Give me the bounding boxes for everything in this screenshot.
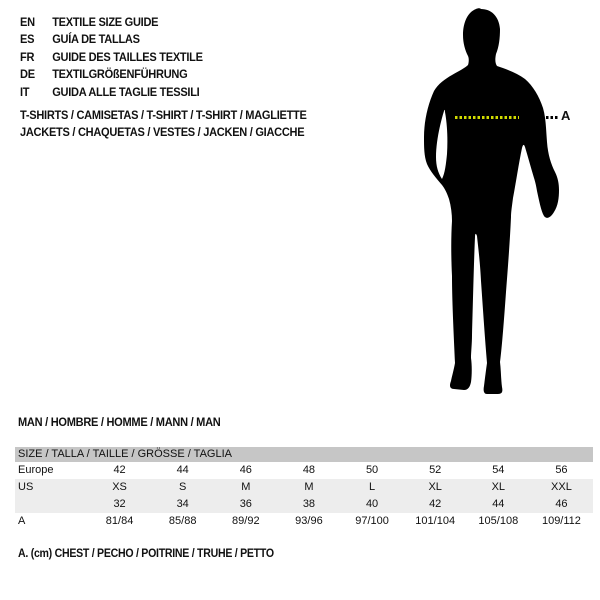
- size-value-cell: 109/112: [541, 515, 581, 527]
- size-value-cell: 44: [492, 498, 505, 510]
- size-value-cell: M: [304, 481, 314, 493]
- table-row-us: [15, 479, 593, 496]
- size-value-cell: 101/104: [415, 515, 456, 527]
- language-row-de: [20, 66, 219, 84]
- language-code: FR: [20, 49, 35, 64]
- measure-callout-dashes: [546, 116, 558, 119]
- row-label: US: [18, 481, 34, 493]
- size-value-cell: XXL: [551, 481, 572, 493]
- size-value-cell: 52: [429, 464, 442, 476]
- language-code: DE: [20, 67, 35, 82]
- size-value-cell: L: [369, 481, 376, 493]
- language-row-it: [20, 83, 219, 101]
- man-silhouette: [424, 8, 559, 394]
- language-guide-title: TEXTILGRÖßENFÜHRUNG: [52, 67, 188, 82]
- chest-measure-dashed-line: [455, 116, 519, 119]
- garment-categories: [20, 106, 332, 141]
- size-value-cell: 44: [176, 464, 189, 476]
- measure-label-a: A: [561, 108, 571, 123]
- size-table-body: [15, 462, 593, 530]
- size-value-cell: 89/92: [232, 515, 260, 527]
- language-row-en: [20, 13, 219, 31]
- row-label: A: [18, 515, 26, 527]
- size-value-cell: S: [179, 481, 187, 493]
- size-value-cell: 42: [113, 464, 126, 476]
- size-value-cell: 85/88: [168, 515, 197, 527]
- size-value-cell: 32: [113, 498, 126, 510]
- size-value-cell: 46: [555, 498, 568, 510]
- language-row-es: [20, 31, 219, 49]
- language-guide-title: GUIDE DES TAILLES TEXTILE: [52, 49, 203, 64]
- size-value-cell: 105/108: [478, 515, 519, 527]
- size-value-cell: 40: [365, 498, 379, 510]
- language-row-fr: [20, 48, 219, 66]
- size-value-cell: 46: [239, 464, 252, 476]
- table-row-europe: [15, 462, 593, 479]
- language-code: IT: [20, 84, 30, 99]
- size-value-cell: 36: [239, 498, 252, 510]
- size-value-cell: 54: [492, 464, 505, 476]
- size-value-cell: XL: [428, 481, 442, 493]
- size-value-cell: 38: [302, 498, 316, 510]
- language-code: EN: [20, 14, 35, 29]
- garment-category-line-1: T-SHIRTS / CAMISETAS / T-SHIRT / T-SHIRT / MAGLIETTE: [20, 107, 307, 122]
- table-row: [15, 496, 593, 513]
- row-label: Europe: [18, 464, 54, 476]
- man-silhouette-figure: [405, 0, 575, 400]
- size-value-cell: 48: [302, 464, 316, 476]
- size-value-cell: XL: [491, 481, 506, 493]
- table-row-a: [15, 513, 593, 530]
- language-guide-title: TEXTILE SIZE GUIDE: [52, 14, 159, 29]
- size-value-cell: 93/96: [295, 515, 323, 527]
- measurement-footnote: A. (cm) CHEST / PECHO / POITRINE / TRUHE / PETTO: [18, 548, 274, 560]
- size-value-cell: M: [241, 481, 251, 493]
- language-title-list: [20, 13, 219, 101]
- garment-category-line-2: JACKETS / CHAQUETAS / VESTES / JACKEN / GIACCHE: [20, 125, 305, 140]
- size-table-header-row: [15, 447, 593, 462]
- size-value-cell: 34: [176, 498, 189, 510]
- size-table: [15, 447, 593, 530]
- language-guide-title: GUIDA ALLE TAGLIE TESSILI: [52, 84, 200, 99]
- language-guide-title: GUÍA DE TALLAS: [52, 32, 140, 47]
- section-title-man: MAN / HOMBRE / HOMME / MANN / MAN: [18, 415, 221, 429]
- size-value-cell: 50: [365, 464, 379, 476]
- size-value-cell: 97/100: [355, 515, 389, 527]
- size-value-cell: 56: [555, 464, 568, 476]
- size-value-cell: 42: [429, 498, 442, 510]
- row-label: [15, 496, 88, 513]
- size-table-header-label: SIZE / TALLA / TAILLE / GRÖSSE / TAGLIA: [18, 448, 232, 460]
- size-value-cell: XS: [112, 481, 127, 493]
- language-code: ES: [20, 32, 35, 47]
- size-value-cell: 81/84: [105, 515, 134, 527]
